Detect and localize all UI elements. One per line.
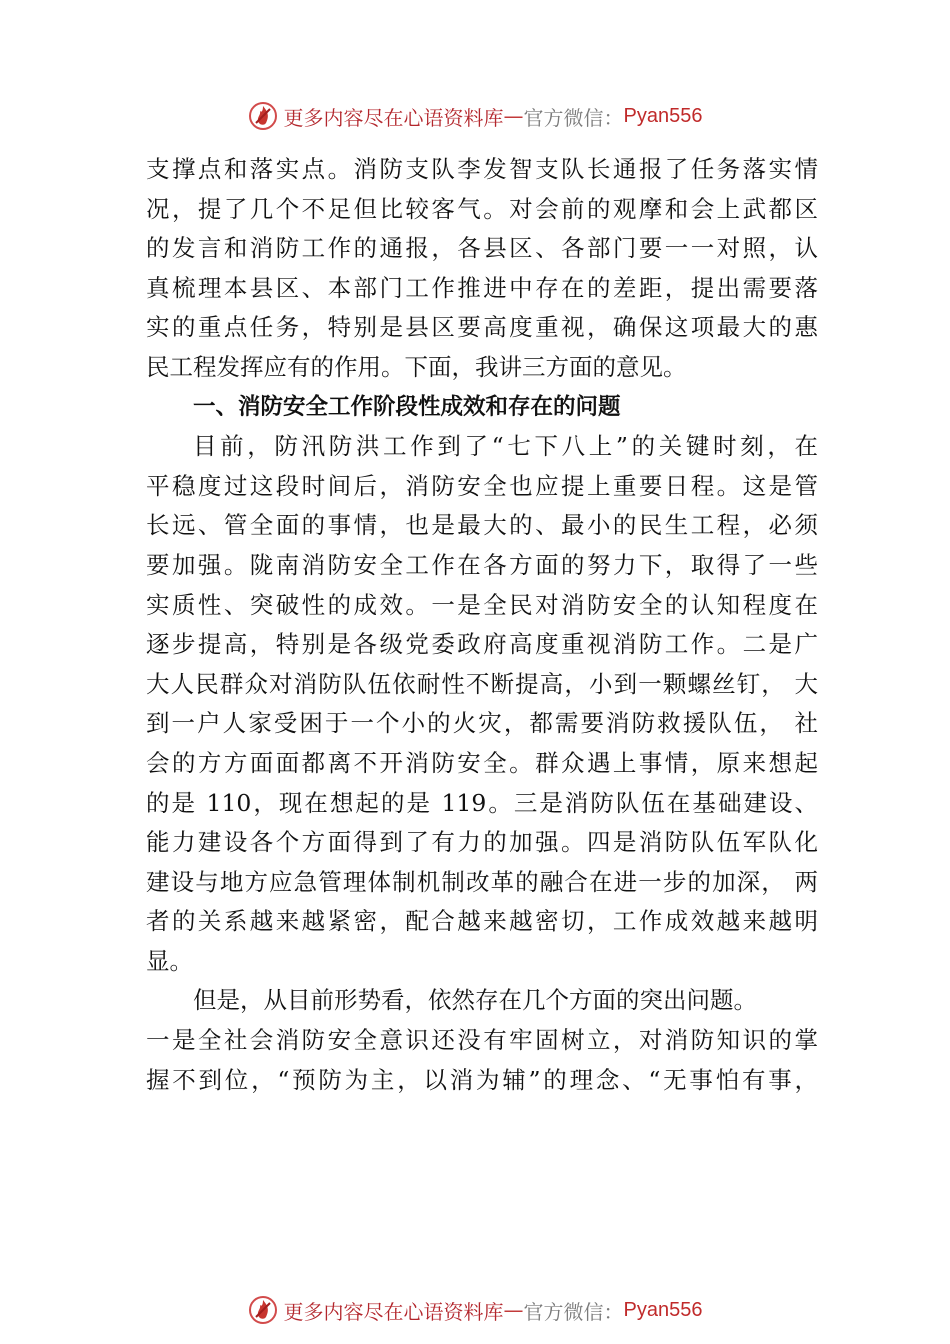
text-line: 况，提了几个不足但比较客气。对会前的观摩和会上武都区 <box>146 194 818 223</box>
banner-wechat-label: 官方微信： <box>523 105 624 130</box>
text-line: 握不到位，“预防为主，以消为辅”的理念、“无事怕有事， <box>146 1065 818 1094</box>
text-line: 的是 110，现在想起的是 119。三是消防队伍在基础建设、 <box>146 788 818 817</box>
section-heading: 一、消防安全工作阶段性成效和存在的问题 <box>193 393 621 420</box>
banner-dash: — <box>503 1298 524 1322</box>
text-line: 长远、管全面的事情，也是最大的、最小的民生工程，必须 <box>146 511 818 540</box>
paragraph-3 <box>146 981 818 1100</box>
fire-logo-icon <box>248 1295 278 1325</box>
text-line: 真梳理本县区、本部门工作推进中存在的差距，提出需要落 <box>146 273 818 302</box>
text-line: 者的关系越来越紧密，配合越来越密切，工作成效越来越明 <box>146 907 818 936</box>
banner-site-name: 更多内容尽在心语资料库 <box>283 105 504 130</box>
banner-dash: — <box>503 104 524 128</box>
text-line: 平稳度过这段时间后，消防安全也应提上重要日程。这是管 <box>146 471 818 500</box>
paragraph-2 <box>146 427 818 981</box>
text-line: 到一户人家受困于一个小的火灾，都需要消防救援队伍， 社 <box>146 709 818 738</box>
text-line: 显。 <box>146 946 193 975</box>
text-line: 实的重点任务，特别是县区要高度重视，确保这项最大的惠 <box>146 313 818 342</box>
text-line: 会的方方面面都离不开消防安全。群众遇上事情，原来想起 <box>146 748 818 777</box>
fire-logo-icon <box>248 101 278 131</box>
banner-account-id: Pyan556 <box>623 1298 703 1321</box>
text-line: 但是，从目前形势看，依然存在几个方面的突出问题。 <box>193 986 757 1015</box>
text-line: 的发言和消防工作的通报，各县区、各部门要一一对照，认 <box>146 234 818 263</box>
text-line: 能力建设各个方面得到了有力的加强。四是消防队伍军队化 <box>146 828 818 857</box>
text-line: 民工程发挥应有的作用。下面，我讲三方面的意见。 <box>146 352 687 381</box>
banner-wechat-label: 官方微信： <box>523 1299 624 1324</box>
text-line: 建设与地方应急管理体制机制改革的融合在进一步的加深， 两 <box>146 867 818 896</box>
footer-banner <box>0 1290 950 1330</box>
text-line: 实质性、突破性的成效。一是全民对消防安全的认知程度在 <box>146 590 818 619</box>
header-banner <box>0 96 950 136</box>
text-line: 支撑点和落实点。消防支队李发智支队长通报了任务落实情 <box>146 155 818 183</box>
text-line: 大人民群众对消防队伍依耐性不断提高，小到一颗螺丝钉， 大 <box>146 669 818 698</box>
text-line: 一是全社会消防安全意识还没有牢固树立，对消防知识的掌 <box>146 1026 818 1055</box>
text-line: 逐步提高，特别是各级党委政府高度重视消防工作。二是广 <box>146 630 818 659</box>
document-body <box>146 150 818 1100</box>
paragraph-1 <box>146 150 818 388</box>
banner-site-name: 更多内容尽在心语资料库 <box>283 1299 504 1324</box>
text-line: 要加强。陇南消防安全工作在各方面的努力下，取得了一些 <box>146 550 818 579</box>
banner-account-id: Pyan556 <box>623 104 703 127</box>
text-line: 目前，防汛防洪工作到了“七下八上”的关键时刻，在 <box>193 432 818 461</box>
